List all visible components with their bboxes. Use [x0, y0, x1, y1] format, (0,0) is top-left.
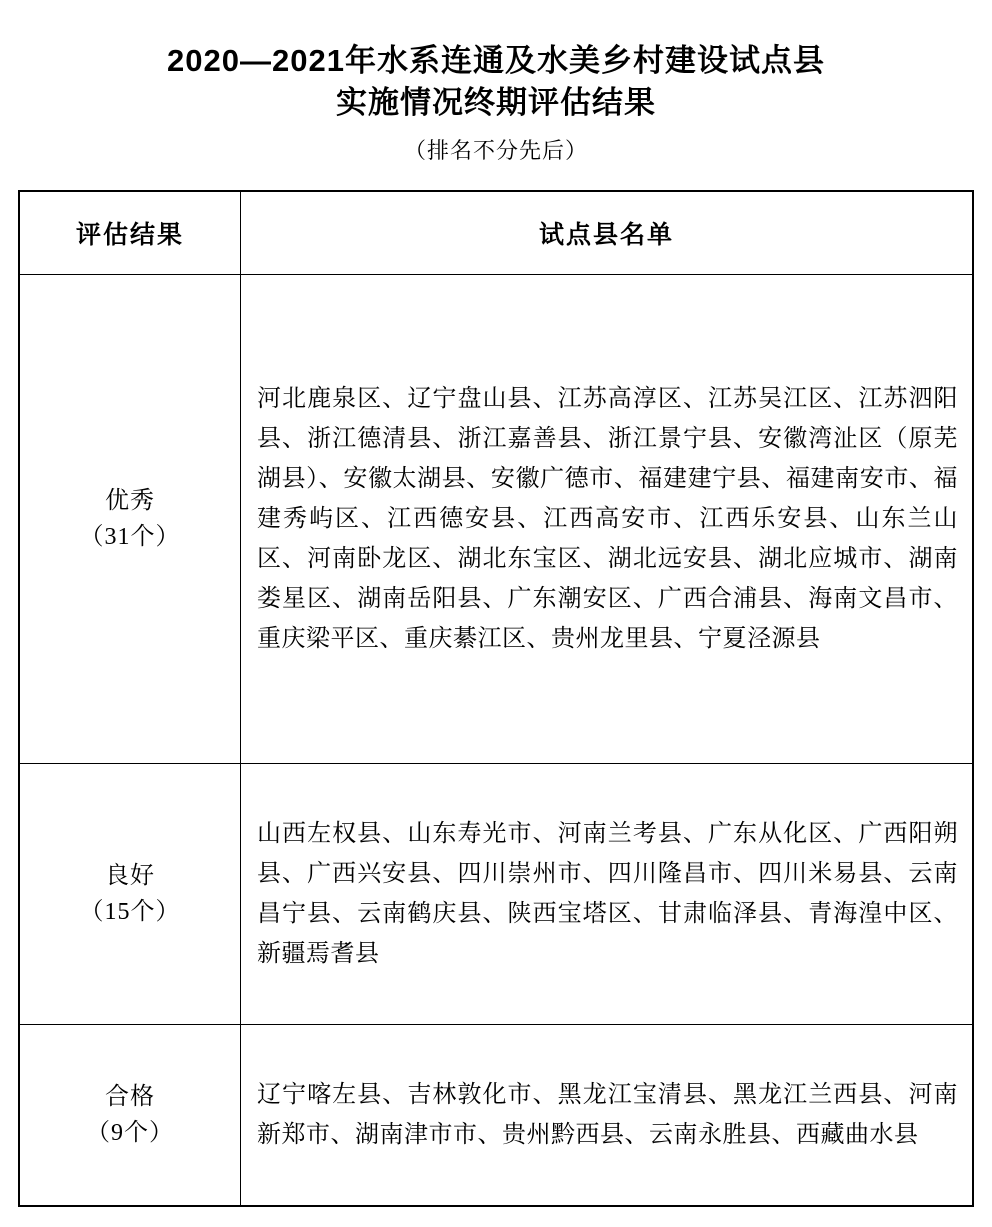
grade-count-pass: （9个） — [86, 1120, 174, 1146]
grade-count-excellent: （31个） — [79, 524, 181, 550]
table-header — [19, 191, 973, 275]
table-container — [0, 168, 992, 1227]
grade-cell-excellent — [19, 275, 241, 764]
table-row — [19, 1025, 973, 1207]
page-title-line-1: 2020—2021年水系连通及水美乡村建设试点县 — [167, 43, 825, 78]
grade-count-good: （15个） — [79, 899, 181, 925]
grade-label-excellent: 优秀 — [105, 488, 155, 514]
page-title-line-2: 实施情况终期评估结果 — [336, 85, 656, 120]
table-row — [19, 275, 973, 764]
county-list-excellent: 河北鹿泉区、辽宁盘山县、江苏高淳区、江苏吴江区、江苏泗阳县、浙江德清县、浙江嘉善县、浙江景宁县、安徽湾沚区（原芜湖县）、安徽太湖县、安徽广德市、福建建宁县、福建南安市、福建秀屿区、江西德安县、江西高安市、江西乐安县、山东兰山区、河南卧龙区、湖北东宝区、湖北远安县、湖北应城市、湖南娄星区、湖南岳阳县、广东潮安区、广西合浦县、海南文昌市、重庆梁平区、重庆綦江区、贵州龙里县、宁夏泾源县 — [241, 275, 974, 764]
county-list-pass: 辽宁喀左县、吉林敦化市、黑龙江宝清县、黑龙江兰西县、河南新郑市、湖南津市市、贵州黔西县、云南永胜县、西藏曲水县 — [241, 1025, 974, 1207]
column-header-result-label: 评估结果 — [75, 221, 184, 249]
grade-cell-good — [19, 764, 241, 1025]
page-subtitle: （排名不分先后） — [403, 138, 588, 163]
grade-cell-pass — [19, 1025, 241, 1207]
page-title — [0, 0, 992, 124]
table-body — [19, 275, 973, 1207]
county-list-good: 山西左权县、山东寿光市、河南兰考县、广东从化区、广西阳朔县、广西兴安县、四川崇州市、四川隆昌市、四川米易县、云南昌宁县、云南鹤庆县、陕西宝塔区、甘肃临泽县、青海湟中区、新疆焉耆县 — [241, 764, 974, 1025]
grade-label-pass: 合格 — [105, 1084, 155, 1110]
table-header-row — [19, 191, 973, 275]
column-header-county-list — [241, 191, 974, 275]
table-row — [19, 764, 973, 1025]
evaluation-results-table — [18, 190, 974, 1207]
column-header-county-list-label: 试点县名单 — [538, 221, 674, 249]
column-header-result — [19, 191, 241, 275]
grade-label-good: 良好 — [105, 863, 155, 889]
